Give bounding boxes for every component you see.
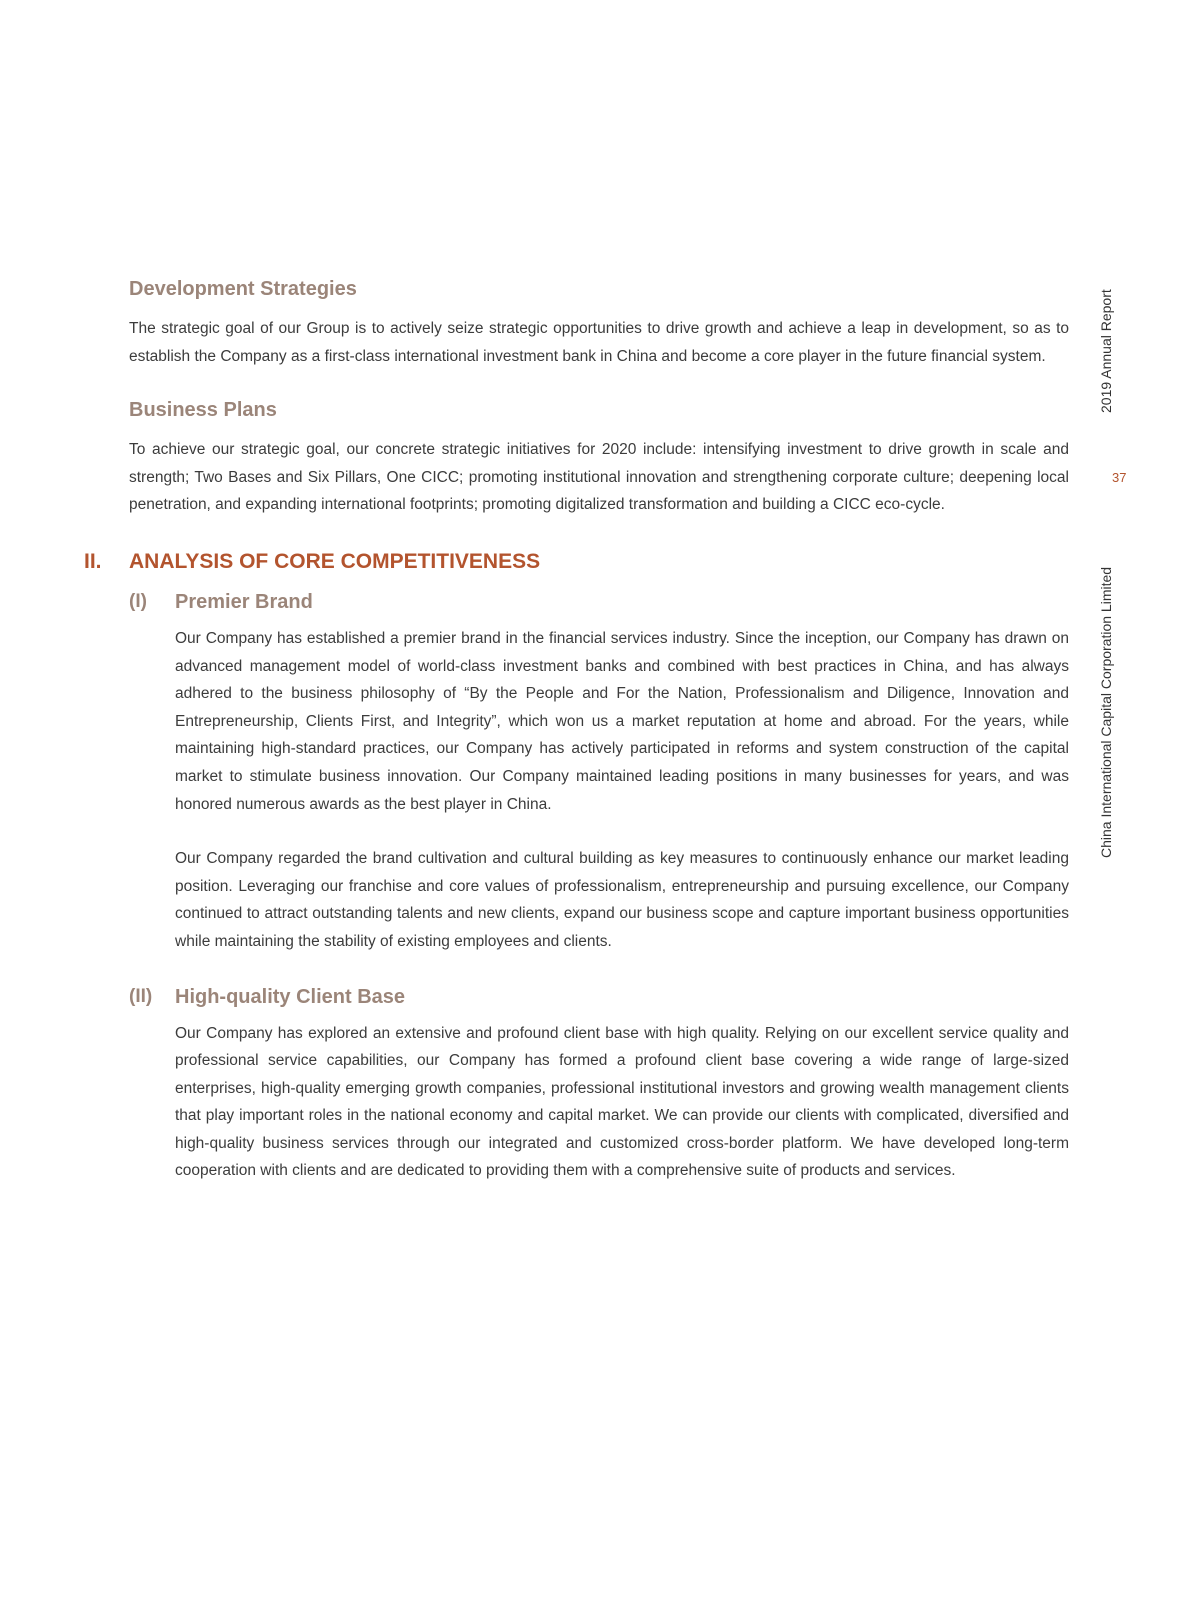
client-base-heading bbox=[129, 982, 1069, 1012]
company-name-label: China International Capital Corporation Limited bbox=[1098, 566, 1114, 858]
page-number: 37 bbox=[1112, 470, 1127, 485]
client-base-title: High-quality Client Base bbox=[175, 985, 406, 1008]
premier-brand-number: (I) bbox=[129, 590, 147, 612]
premier-brand-paragraph-1: Our Company has established a premier brand in the financial services industry. Since the inception, our Company has drawn on advanced management model of world-class investment banks and combined with best practices in China, and has always adhered to the business philosophy of “By the People and For the Nation, Professionalism and Diligence, Innovation and Entrepreneurship, Clients First, and Integrity”, which won us a market reputation at home and abroad. For the years, while maintaining high-standard practices, our Company has actively participated in reforms and system construction of the capital market to stimulate business innovation. Our Company maintained leading positions in many businesses for years, and was honored numerous awards as the best player in China. bbox=[175, 629, 1069, 813]
business-plans-text: To achieve our strategic goal, our concrete strategic initiatives for 2020 include: intensifying investment to drive growth in scale and strength; Two Bases and Six Pillars, One CICC; promoting institutional innovation and strengthening corporate culture; deepening local penetration, and expanding international footprints; promoting digitalized transformation and building a CICC eco-cycle. bbox=[129, 441, 1069, 514]
business-plans-section bbox=[129, 396, 1069, 519]
main-content bbox=[84, 275, 1069, 1185]
premier-brand-title: Premier Brand bbox=[175, 590, 313, 613]
premier-brand-heading bbox=[129, 587, 1069, 617]
paragraph-gap bbox=[175, 818, 1069, 845]
premier-brand-paragraph-2: Our Company regarded the brand cultivation and cultural building as key measures to continuously enhance our market leading position. Leveraging our franchise and core values of professionalism, entrepreneurship and pursuing excellence, our Company continued to attract outstanding talents and new clients, expand our business scope and capture important business opportunities while maintaining the stability of existing employees and clients. bbox=[175, 850, 1069, 950]
client-base-paragraph-1: Our Company has explored an extensive and profound client base with high quality. Relying on our excellent service quality and professional service capabilities, our Company has formed a profound client base covering a wide range of large-sized enterprises, high-quality emerging growth companies, professional institutional investors and growing wealth management clients that play important roles in the national economy and capital market. We can provide our clients with complicated, diversified and high-quality business services through our integrated and customized cross-border platform. We have developed long-term cooperation with clients and are dedicated to providing them with a comprehensive suite of products and services. bbox=[175, 1024, 1069, 1180]
development-strategies-text: The strategic goal of our Group is to actively seize strategic opportunities to drive growth and achieve a leap in development, so as to establish the Company as a first-class international investment bank in China and become a core player in the future financial system. bbox=[129, 320, 1069, 365]
development-strategies-heading: Development Strategies bbox=[129, 278, 357, 300]
section-title: ANALYSIS OF CORE COMPETITIVENESS bbox=[129, 549, 541, 573]
section-heading bbox=[84, 547, 1069, 577]
section-number: II. bbox=[84, 549, 102, 573]
annual-report-label: 2019 Annual Report bbox=[1098, 289, 1114, 413]
development-strategies-section bbox=[129, 275, 1069, 370]
business-plans-heading: Business Plans bbox=[129, 399, 277, 422]
client-base-body bbox=[175, 1020, 1069, 1186]
client-base-number: (II) bbox=[129, 985, 153, 1007]
premier-brand-body bbox=[175, 625, 1069, 956]
